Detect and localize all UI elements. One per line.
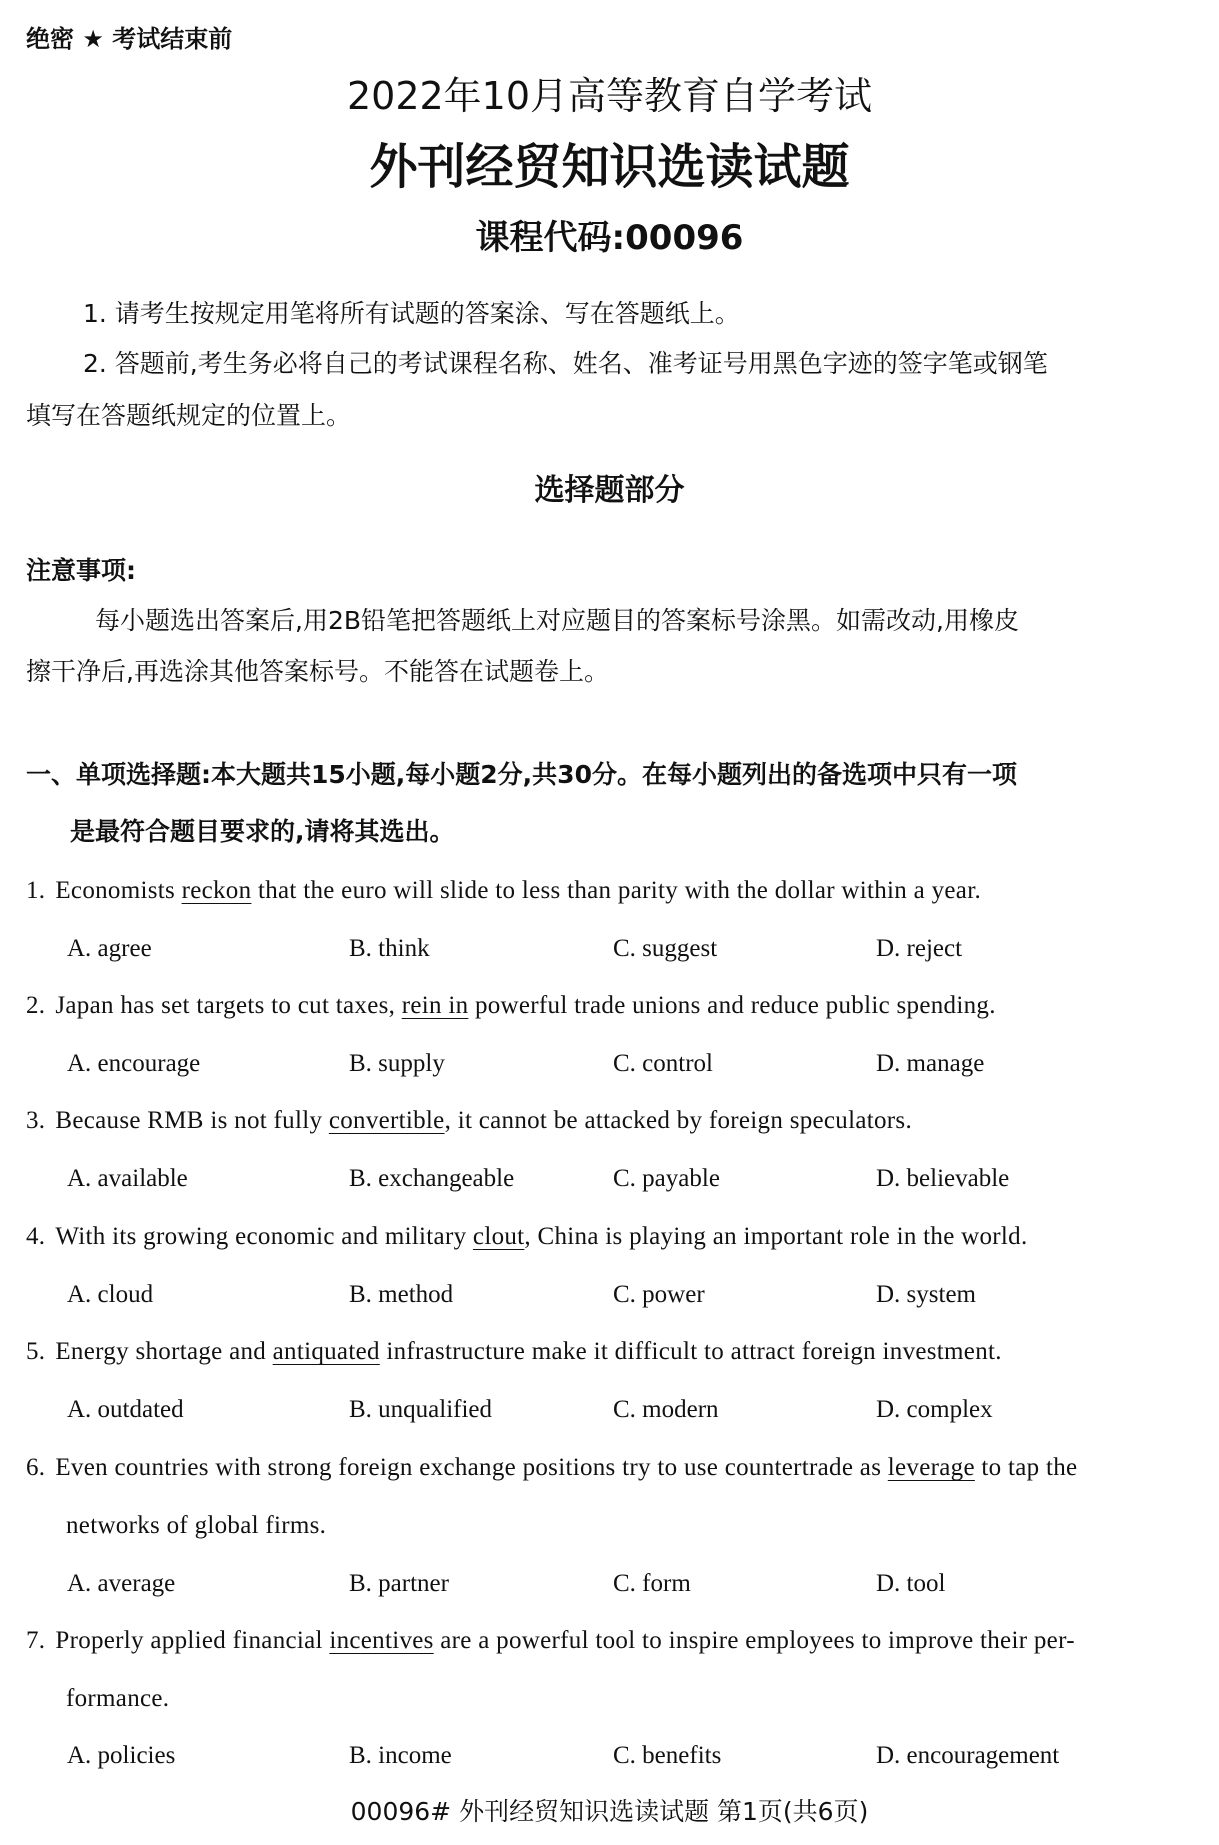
- option-b: B. exchangeable: [349, 1165, 515, 1192]
- option-b: B. income: [349, 1742, 452, 1769]
- question-2: [26, 989, 996, 1023]
- underlined-term: reckon: [181, 877, 252, 904]
- option-d: D. complex: [876, 1396, 993, 1423]
- underlined-term: convertible: [328, 1107, 445, 1134]
- notice-heading: 注意事项:: [26, 556, 136, 585]
- question-number: 3.: [26, 1107, 46, 1134]
- question-text: that the euro will slide to less than parity with the dollar within a year.: [251, 877, 981, 904]
- notice-line-1: 每小题选出答案后,用2B铅笔把答题纸上对应题目的答案标号涂黑。如需改动,用橡皮: [95, 606, 1019, 635]
- option-d: D. believable: [876, 1165, 1010, 1192]
- section-title: 选择题部分: [534, 473, 685, 508]
- question-1: [26, 874, 981, 908]
- option-c: C. control: [613, 1050, 713, 1077]
- option-c: C. power: [613, 1281, 705, 1308]
- option-c: C. suggest: [613, 935, 718, 962]
- instruction-2-cont: 填写在答题纸规定的位置上。: [26, 401, 352, 430]
- question-continuation: networks of global firms.: [66, 1512, 327, 1539]
- option-c: C. form: [613, 1570, 691, 1597]
- instruction-2: 2. 答题前,考生务必将自己的考试课程名称、姓名、准考证号用黑色字迹的签字笔或钢笔: [83, 349, 1048, 378]
- confidential-label: 绝密 ★ 考试结束前: [26, 25, 233, 53]
- underlined-term: rein in: [401, 992, 469, 1019]
- question-text: infrastructure make it difficult to attract foreign investment.: [379, 1338, 1002, 1365]
- part-heading-cont: 是最符合题目要求的,请将其选出。: [70, 817, 455, 846]
- course-code: 课程代码:00096: [475, 218, 744, 258]
- question-number: 2.: [26, 992, 46, 1019]
- question-number: 1.: [26, 877, 46, 904]
- underlined-term: incentives: [329, 1627, 434, 1654]
- option-c: C. modern: [613, 1396, 719, 1423]
- option-d: D. manage: [876, 1050, 985, 1077]
- question-text: , it cannot be attacked by foreign speculators.: [444, 1107, 913, 1134]
- question-text: Japan has set targets to cut taxes,: [55, 992, 402, 1019]
- question-5: [26, 1335, 1002, 1369]
- question-number: 5.: [26, 1338, 46, 1365]
- option-b: B. supply: [349, 1050, 445, 1077]
- underlined-term: leverage: [887, 1454, 975, 1481]
- question-text: Economists: [55, 877, 182, 904]
- exam-title: 2022年10月高等教育自学考试: [346, 74, 873, 118]
- option-a: A. available: [67, 1165, 188, 1192]
- instruction-1: 1. 请考生按规定用笔将所有试题的答案涂、写在答题纸上。: [83, 299, 740, 328]
- question-text: powerful trade unions and reduce public spending.: [468, 992, 996, 1019]
- option-d: D. encouragement: [876, 1742, 1060, 1769]
- question-4: [26, 1220, 1028, 1254]
- underlined-term: clout: [472, 1223, 525, 1250]
- underlined-term: antiquated: [272, 1338, 380, 1365]
- option-b: B. method: [349, 1281, 454, 1308]
- part-heading: 一、单项选择题:本大题共15小题,每小题2分,共30分。在每小题列出的备选项中只有一项: [26, 760, 1017, 789]
- question-number: 4.: [26, 1223, 46, 1250]
- question-text: , China is playing an important role in the world.: [524, 1223, 1028, 1250]
- question-text: are a powerful tool to inspire employees to improve their per-: [433, 1627, 1075, 1654]
- option-d: D. tool: [876, 1570, 946, 1597]
- option-a: A. policies: [67, 1742, 176, 1769]
- question-text: Properly applied financial: [55, 1627, 330, 1654]
- notice-line-2: 擦干净后,再选涂其他答案标号。不能答在试题卷上。: [26, 657, 609, 686]
- option-c: C. payable: [613, 1165, 720, 1192]
- question-continuation: formance.: [66, 1685, 170, 1712]
- question-7: [26, 1624, 1075, 1658]
- paper-title: 外刊经贸知识选读试题: [369, 139, 850, 195]
- option-a: A. agree: [67, 935, 152, 962]
- option-b: B. unqualified: [349, 1396, 493, 1423]
- option-b: B. partner: [349, 1570, 449, 1597]
- question-number: 6.: [26, 1454, 46, 1481]
- option-d: D. reject: [876, 935, 963, 962]
- option-a: A. cloud: [67, 1281, 154, 1308]
- question-number: 7.: [26, 1627, 46, 1654]
- option-a: A. outdated: [67, 1396, 184, 1423]
- option-d: D. system: [876, 1281, 976, 1308]
- question-text: Energy shortage and: [55, 1338, 273, 1365]
- option-a: A. encourage: [67, 1050, 201, 1077]
- option-a: A. average: [67, 1570, 176, 1597]
- question-text: Even countries with strong foreign exchange positions try to use countertrade as: [55, 1454, 888, 1481]
- question-text: With its growing economic and military: [55, 1223, 473, 1250]
- question-text: to tap the: [974, 1454, 1078, 1481]
- question-3: [26, 1104, 912, 1138]
- option-c: C. benefits: [613, 1742, 722, 1769]
- question-text: Because RMB is not fully: [55, 1107, 329, 1134]
- option-b: B. think: [349, 935, 430, 962]
- question-6: [26, 1451, 1077, 1485]
- page-footer: 00096# 外刊经贸知识选读试题 第1页(共6页): [350, 1797, 869, 1826]
